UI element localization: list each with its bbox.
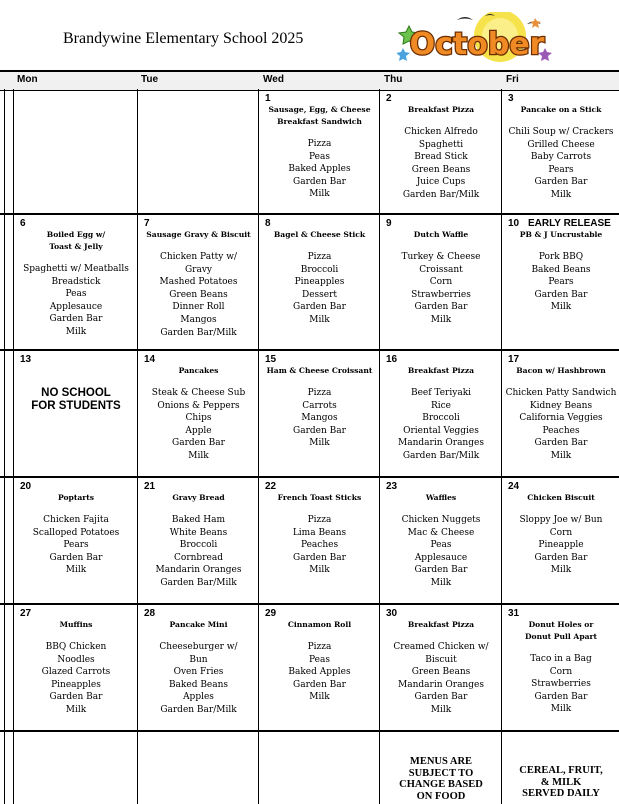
lunch-item: Garden Bar xyxy=(49,314,103,325)
lunch-item: Bread Stick xyxy=(414,152,468,163)
lunch-item: Apple xyxy=(185,425,212,436)
day-number: 7 xyxy=(144,218,150,229)
empty-day-cell xyxy=(380,732,502,803)
lunch-item: Garden Bar xyxy=(49,552,103,563)
day-cell-8 xyxy=(259,215,380,349)
lunch-item: Garden Bar xyxy=(534,438,588,449)
lunch-item: Croissant xyxy=(419,264,463,275)
lunch-item: Garden Bar/Milk xyxy=(160,705,237,715)
day-cell-23 xyxy=(380,478,502,603)
lunch-item: Rice xyxy=(430,400,452,411)
svg-text:October: October xyxy=(409,27,545,62)
lunch-item: Breadstick xyxy=(51,276,101,287)
lunch-item: Kidney Beans xyxy=(529,400,593,411)
lunch-item: Corn xyxy=(549,527,573,538)
calendar-title: Brandywine Elementary School 2025 xyxy=(63,30,304,47)
breakfast-item: Cinnamon Roll xyxy=(287,620,352,629)
lunch-item: Pizza xyxy=(307,515,332,525)
menu-notice: SUBJECT TO xyxy=(408,767,474,779)
lunch-item: Apples xyxy=(183,692,214,703)
lunch-item: Pizza xyxy=(307,252,332,262)
lunch-item: Milk xyxy=(309,692,330,703)
day-number: 20 xyxy=(20,481,32,492)
day-cell-9 xyxy=(380,215,502,349)
day-cell-3 xyxy=(502,90,619,213)
breakfast-item: Breakfast Pizza xyxy=(407,105,475,114)
empty-day-cell xyxy=(14,90,138,213)
lunch-item: Pears xyxy=(548,277,574,288)
lunch-item: Grilled Cheese xyxy=(527,139,595,150)
day-cell-7 xyxy=(138,215,259,349)
empty-day-cell xyxy=(138,732,259,803)
lunch-item: Broccoli xyxy=(300,264,339,275)
lunch-item: Bun xyxy=(189,654,208,665)
day-cell-6 xyxy=(14,215,138,349)
breakfast-item: Bacon w/ Hashbrown xyxy=(516,366,606,375)
lunch-item: Garden Bar/Milk xyxy=(402,190,480,200)
breakfast-item: Donut Holes or xyxy=(528,620,594,629)
breakfast-item: Ham & Cheese Croissant xyxy=(266,366,373,375)
lunch-item: Green Beans xyxy=(169,289,228,300)
breakfast-item: Breakfast Pizza xyxy=(407,620,475,629)
early-release-note: EARLY RELEASE xyxy=(528,218,611,229)
lunch-item: Oven Fries xyxy=(173,667,224,678)
lunch-item: Pears xyxy=(63,540,89,551)
day-number: 16 xyxy=(386,354,398,365)
breakfast-item: Pancakes xyxy=(178,366,219,375)
day-name-tue: Tue xyxy=(141,74,159,85)
lunch-item: Baked Beans xyxy=(168,679,229,690)
day-cell-31 xyxy=(502,605,619,730)
lunch-item: Garden Bar xyxy=(414,565,468,576)
lunch-item: Milk xyxy=(550,704,572,715)
lunch-item: Chili Soup w/ Crackers xyxy=(508,127,614,137)
lunch-item: Spaghetti xyxy=(418,139,464,150)
lunch-item: Milk xyxy=(65,705,87,715)
breakfast-item: Bagel & Cheese Stick xyxy=(273,230,366,239)
lunch-item: Milk xyxy=(309,438,330,449)
day-cell-28 xyxy=(138,605,259,730)
day-name-wed: Wed xyxy=(263,74,284,85)
day-number: 3 xyxy=(508,93,514,104)
day-cell-2 xyxy=(380,90,502,213)
lunch-item: Cornbread xyxy=(174,552,223,563)
lunch-item: Broccoli xyxy=(422,413,460,424)
day-number: 28 xyxy=(144,608,156,619)
day-number: 13 xyxy=(20,354,32,365)
lunch-item: Milk xyxy=(430,315,452,325)
day-cell-14 xyxy=(138,351,259,476)
day-number: 30 xyxy=(386,608,398,619)
lunch-item: Garden Bar xyxy=(293,302,346,313)
lunch-item: Pineapples xyxy=(294,277,345,288)
lunch-item: Scalloped Potatoes xyxy=(32,527,120,538)
lunch-item: California Veggies xyxy=(519,413,603,424)
lunch-item: Carrots xyxy=(302,400,337,411)
day-number: 10 xyxy=(508,218,520,229)
lunch-item: Garden Bar/Milk xyxy=(160,327,237,338)
lunch-item: Cheeseburger w/ xyxy=(159,642,238,652)
lunch-item: Onions & Peppers xyxy=(157,400,240,411)
lunch-item: Milk xyxy=(430,578,452,588)
weekday-header xyxy=(0,70,619,91)
day-cell-21 xyxy=(138,478,259,603)
day-number: 29 xyxy=(265,608,277,619)
day-number: 14 xyxy=(144,354,156,365)
lunch-item: Biscuit xyxy=(425,654,457,665)
menu-notice: & MILK xyxy=(540,776,582,788)
breakfast-item: Sausage, Egg, & Cheese xyxy=(268,105,371,114)
lunch-item: Baked Ham xyxy=(171,515,226,525)
lunch-item: Mandarin Oranges xyxy=(155,565,242,576)
day-cell-20 xyxy=(14,478,138,603)
day-number: 15 xyxy=(265,354,277,365)
breakfast-item: Dutch Waffle xyxy=(413,230,469,239)
lunch-item: Mangos xyxy=(301,413,338,424)
breakfast-item: Breakfast Sandwich xyxy=(277,117,362,126)
breakfast-item: Boiled Egg w/ xyxy=(46,230,106,239)
empty-day-cell xyxy=(259,732,380,803)
no-school-message: NO SCHOOL xyxy=(41,387,111,399)
lunch-item: Strawberries xyxy=(531,679,591,690)
lunch-item: Milk xyxy=(550,451,572,461)
lunch-item: Creamed Chicken w/ xyxy=(393,642,489,652)
menu-notice: MENUS ARE xyxy=(409,756,473,767)
lunch-item: Strawberries xyxy=(411,289,471,300)
day-name-fri: Fri xyxy=(506,74,519,85)
lunch-item: Garden Bar xyxy=(172,438,225,449)
lunch-item: Dinner Roll xyxy=(172,302,225,313)
lunch-item: Peaches xyxy=(542,425,580,436)
lunch-item: Mac & Cheese xyxy=(407,527,475,538)
day-cell-30 xyxy=(380,605,502,730)
lunch-item: Milk xyxy=(550,190,572,200)
lunch-item: Peas xyxy=(430,540,452,551)
menu-notice: ON FOOD xyxy=(416,790,466,802)
lunch-item: Green Beans xyxy=(411,667,471,678)
lunch-item: Pizza xyxy=(307,388,332,398)
lunch-item: Mandarin Oranges xyxy=(398,679,484,690)
lunch-item: Milk xyxy=(550,565,572,576)
lunch-item: Pineapples xyxy=(51,679,101,690)
lunch-item: Baked Apples xyxy=(288,164,351,175)
day-cell-15 xyxy=(259,351,380,476)
lunch-item: Milk xyxy=(430,705,452,715)
lunch-item: Chicken Patty w/ xyxy=(160,252,237,262)
empty-day-cell xyxy=(14,732,138,803)
lunch-item: Chips xyxy=(185,413,212,424)
lunch-item: Garden Bar xyxy=(293,679,346,690)
day-number: 27 xyxy=(20,608,32,619)
day-number: 24 xyxy=(508,481,520,492)
day-name-thu: Thu xyxy=(384,74,403,85)
lunch-item: Garden Bar xyxy=(49,692,103,703)
breakfast-item: Breakfast Pizza xyxy=(407,366,475,375)
day-cell-13 xyxy=(14,351,138,476)
breakfast-item: Toast & Jelly xyxy=(49,242,103,251)
lunch-item: Pears xyxy=(548,164,574,175)
lunch-item: Oriental Veggies xyxy=(403,425,479,436)
no-school-message: FOR STUDENTS xyxy=(31,400,121,412)
breakfast-item: Pancake on a Stick xyxy=(520,105,602,114)
lunch-item: Garden Bar xyxy=(293,552,346,563)
lunch-item: Pizza xyxy=(307,642,332,652)
breakfast-item: Chicken Biscuit xyxy=(527,493,595,502)
lunch-item: Lima Beans xyxy=(292,527,347,538)
breakfast-item: Donut Pull Apart xyxy=(524,632,598,641)
day-number: 2 xyxy=(386,93,392,104)
lunch-item: Garden Bar xyxy=(534,177,588,188)
breakfast-item: French Toast Sticks xyxy=(277,493,362,502)
lunch-item: Green Beans xyxy=(411,164,471,175)
lunch-item: Corn xyxy=(549,666,573,677)
lunch-item: Garden Bar/Milk xyxy=(160,578,237,588)
breakfast-item: PB & J Uncrustable xyxy=(519,230,603,239)
menu-notice: CHANGE BASED xyxy=(399,779,483,790)
lunch-item: Noodles xyxy=(57,654,95,665)
lunch-item: Baked Apples xyxy=(288,667,351,678)
lunch-item: Baby Carrots xyxy=(530,152,592,163)
menu-notice: CEREAL, FRUIT, xyxy=(519,765,603,776)
lunch-item: Peas xyxy=(309,151,330,162)
lunch-item: Broccoli xyxy=(179,540,218,551)
lunch-item: Dessert xyxy=(301,289,338,300)
day-cell-22 xyxy=(259,478,380,603)
lunch-item: Garden Bar/Milk xyxy=(402,451,480,461)
lunch-item: Steak & Cheese Sub xyxy=(151,388,246,398)
lunch-item: Beef Teriyaki xyxy=(410,388,472,398)
day-cell-10 xyxy=(502,215,619,349)
lunch-item: Juice Cups xyxy=(416,177,466,188)
lunch-item: Peaches xyxy=(300,540,339,551)
lunch-item: BBQ Chicken xyxy=(45,642,107,652)
day-name-mon: Mon xyxy=(17,74,38,85)
lunch-item: Glazed Carrots xyxy=(41,667,111,678)
lunch-item: White Beans xyxy=(169,527,228,538)
lunch-item: Sloppy Joe w/ Bun xyxy=(519,515,603,525)
day-number: 22 xyxy=(265,481,277,492)
lunch-item: Milk xyxy=(550,302,572,313)
lunch-item: Baked Beans xyxy=(531,264,591,275)
lunch-item: Mashed Potatoes xyxy=(159,277,238,288)
day-number: 21 xyxy=(144,481,156,492)
lunch-item: Spaghetti w/ Meatballs xyxy=(23,264,129,274)
day-cell-27 xyxy=(14,605,138,730)
breakfast-item: Pancake Mini xyxy=(169,620,228,629)
lunch-item: Milk xyxy=(309,565,330,576)
lunch-item: Garden Bar xyxy=(293,176,346,187)
lunch-item: Chicken Alfredo xyxy=(404,127,478,137)
lunch-item: Corn xyxy=(429,277,453,288)
lunch-item: Mandarin Oranges xyxy=(398,438,484,449)
empty-day-cell xyxy=(138,90,259,213)
lunch-item: Garden Bar xyxy=(534,691,588,702)
lunch-item: Garden Bar xyxy=(293,425,346,436)
lunch-item: Applesauce xyxy=(49,301,103,312)
breakfast-item: Waffles xyxy=(425,493,457,502)
october-logo xyxy=(397,12,555,72)
lunch-item: Milk xyxy=(65,565,87,576)
lunch-item: Chicken Fajita xyxy=(43,515,109,525)
grid-column-line xyxy=(4,89,5,804)
lunch-item: Garden Bar xyxy=(414,302,468,313)
lunch-item: Garden Bar xyxy=(414,692,468,703)
lunch-item: Chicken Patty Sandwich xyxy=(505,388,617,398)
breakfast-item: Muffins xyxy=(59,620,93,629)
day-number: 9 xyxy=(386,218,392,229)
breakfast-item: Gravy Bread xyxy=(172,493,225,502)
menu-notice: SERVED DAILY xyxy=(522,788,600,799)
day-cell-24 xyxy=(502,478,619,603)
lunch-item: Pork BBQ xyxy=(538,252,584,262)
day-cell-16 xyxy=(380,351,502,476)
lunch-item: Garden Bar xyxy=(534,289,588,300)
lunch-item: Pizza xyxy=(307,139,332,149)
lunch-item: Chicken Nuggets xyxy=(401,515,481,525)
lunch-item: Milk xyxy=(65,327,87,337)
day-cell-17 xyxy=(502,351,619,476)
breakfast-item: Sausage Gravy & Biscuit xyxy=(146,230,251,239)
lunch-item: Mangos xyxy=(180,315,217,325)
day-number: 17 xyxy=(508,354,520,365)
day-number: 23 xyxy=(386,481,398,492)
day-number: 1 xyxy=(265,93,271,104)
day-cell-1 xyxy=(259,90,380,213)
empty-day-cell xyxy=(502,732,619,803)
lunch-item: Peas xyxy=(309,654,330,665)
lunch-item: Milk xyxy=(309,189,330,200)
lunch-item: Gravy xyxy=(184,264,213,275)
lunch-item: Milk xyxy=(309,315,330,325)
day-cell-29 xyxy=(259,605,380,730)
calendar-grid xyxy=(0,89,619,804)
lunch-item: Peas xyxy=(65,289,87,300)
breakfast-item: Poptarts xyxy=(57,493,95,502)
lunch-item: Pineapple xyxy=(538,540,584,551)
lunch-item: Taco in a Bag xyxy=(530,654,592,664)
lunch-item: Turkey & Cheese xyxy=(401,252,481,262)
day-number: 6 xyxy=(20,218,26,229)
lunch-item: Milk xyxy=(188,451,209,461)
day-number: 8 xyxy=(265,218,271,229)
lunch-item: Applesauce xyxy=(414,552,468,563)
lunch-item: Garden Bar xyxy=(534,552,588,563)
day-number: 31 xyxy=(508,608,520,619)
